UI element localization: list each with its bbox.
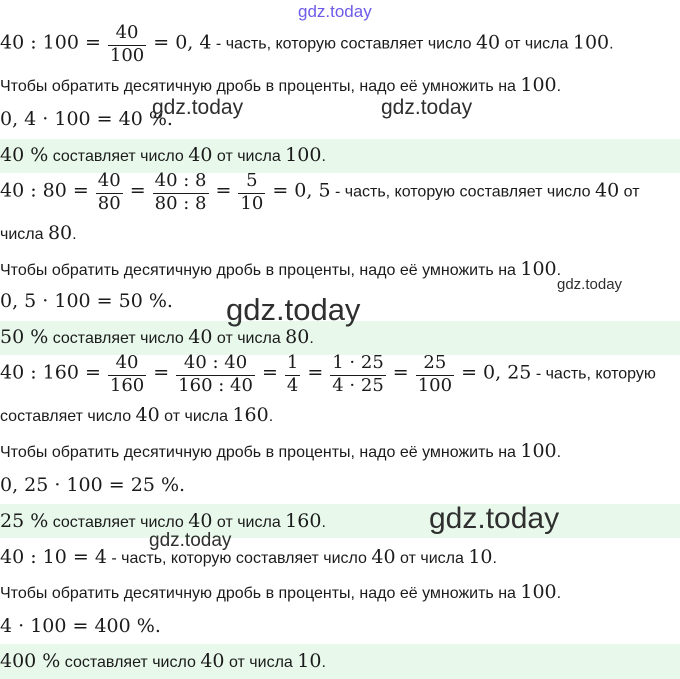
text: числа [0,226,48,243]
answer-line [0,326,314,348]
math-text: 80 [285,326,310,348]
fraction-numerator: 25 [423,352,447,373]
answer-line [0,510,326,532]
math-text: 80 [47,222,73,244]
text: . [556,585,562,602]
math-text: 400 % [0,650,61,672]
fraction-denominator: 4 · 25 [332,374,384,396]
text: . [492,550,497,567]
fraction-denominator: 80 : 8 [154,192,207,214]
text: . [321,148,326,165]
fraction-numerator: 5 [246,170,258,191]
math-text: 40 : 10 = 4 [0,546,107,568]
text: составляет число [48,148,189,165]
math-text: 40 [135,404,160,426]
fraction [330,354,386,396]
math-text: = [307,361,324,384]
text: Чтобы обратить десятичную дробь в проценты, надо её умножить на [0,78,521,95]
math-text: 40 [200,650,225,672]
math-text: 10 [468,546,493,568]
math-text: 40 [188,326,213,348]
fraction-denominator: 10 [240,192,264,214]
fraction [285,354,300,396]
fraction [416,354,454,396]
watermark: gdz.today [429,502,560,535]
calculation-line [0,290,173,312]
text: от числа [212,514,286,531]
math-text: 40 : 160 = [0,361,101,384]
text: . [321,514,326,531]
text: - часть, которую составляет число [211,35,476,53]
math-text: = [215,179,232,202]
calculation-line [0,615,161,637]
watermark: gdz.today [381,96,473,119]
rule-line [0,74,561,96]
fraction [238,172,265,214]
text: от [619,183,640,201]
math-text: 40 [188,144,213,166]
text: от числа [224,654,298,671]
fraction [176,354,255,396]
text: - часть, которую составляет число [106,550,372,567]
math-text: 100 [285,144,322,166]
watermark: gdz.today [298,2,372,21]
text: от числа [395,550,469,567]
text: Чтобы обратить десятичную дробь в проценты, надо её умножить на [0,262,521,279]
text: составляет число [48,330,189,347]
math-text: 25 % [0,510,49,532]
text: - часть, которую составляет число [330,183,596,201]
equation-line [0,354,656,396]
fraction-numerator: 1 · 25 [332,352,384,373]
continuation-line [0,404,273,426]
math-text: 40 % [0,144,49,166]
fraction-denominator: 100 [109,44,145,66]
text: составляет число [60,654,201,671]
fraction [108,354,146,396]
math-text: 0, 25 · 100 = 25 %. [0,474,186,496]
math-text: = [392,361,409,384]
rule-line [0,258,561,280]
fraction-denominator: 80 [97,192,121,214]
math-text: 0, 4 · 100 = 40 %. [0,108,173,130]
text: от числа [212,330,286,347]
math-text: 40 [595,179,620,202]
text: Чтобы обратить десятичную дробь в проценты, надо её умножить на [0,444,521,461]
text: . [556,78,562,95]
rule-line [0,581,561,603]
text: . [309,330,314,347]
watermark: gdz.today [149,530,232,551]
text: . [609,35,614,53]
fraction-denominator: 4 [286,374,299,396]
math-text: 100 [572,31,610,54]
text: составляет число [0,408,136,425]
fraction-numerator: 40 [115,352,139,373]
fraction [108,24,146,66]
math-text: 160 [232,404,269,426]
math-text: = 0, 5 [272,179,331,202]
answer-line [0,650,326,672]
watermark: gdz.today [152,96,244,119]
continuation-line [0,222,77,244]
fraction-numerator: 40 [97,170,121,191]
fraction [96,172,123,214]
math-text: 100 [520,74,557,96]
math-text: 160 [285,510,322,532]
text: составляет число [48,514,189,531]
text: . [268,408,274,425]
text: от числа [500,35,573,53]
text: . [556,444,562,461]
math-text: 100 [520,440,557,462]
math-text: 40 [475,31,501,54]
equation-line [0,546,497,568]
watermark: gdz.today [557,276,623,293]
fraction-denominator: 160 [109,374,145,396]
text: . [321,654,326,671]
math-text: = [129,179,146,202]
fraction [153,172,209,214]
text: от числа [212,148,286,165]
text: . [72,226,77,243]
math-text: = 0, 4 [153,31,212,54]
answer-line [0,144,326,166]
equation-line [0,172,640,214]
watermark: gdz.today [226,292,361,327]
calculation-line [0,108,173,130]
math-text: 40 [371,546,396,568]
fraction-denominator: 100 [417,374,453,396]
math-text: 4 · 100 = 400 %. [0,615,161,637]
equation-line [0,24,614,66]
calculation-line [0,474,185,496]
text: от числа [159,408,233,425]
math-text: 40 [188,510,213,532]
text: - часть, которую [531,365,656,383]
fraction-numerator: 40 : 40 [183,352,248,373]
math-text: = 0, 25 [461,361,532,384]
math-text: 40 : 100 = [0,31,101,54]
math-text: = [261,361,278,384]
fraction-numerator: 40 : 8 [154,170,207,191]
math-text: 100 [520,258,557,280]
math-text: 50 % [0,326,49,348]
fraction-numerator: 1 [286,352,299,373]
math-text: 40 : 80 = [0,179,89,202]
text: Чтобы обратить десятичную дробь в проценты, надо её умножить на [0,585,521,602]
rule-line [0,440,561,462]
math-text: 10 [297,650,322,672]
fraction-denominator: 160 : 40 [178,374,253,396]
math-text: 100 [520,581,557,603]
text: . [556,262,562,279]
fraction-numerator: 40 [115,22,139,43]
math-text: = [153,361,170,384]
math-text: 0, 5 · 100 = 50 %. [0,290,173,312]
